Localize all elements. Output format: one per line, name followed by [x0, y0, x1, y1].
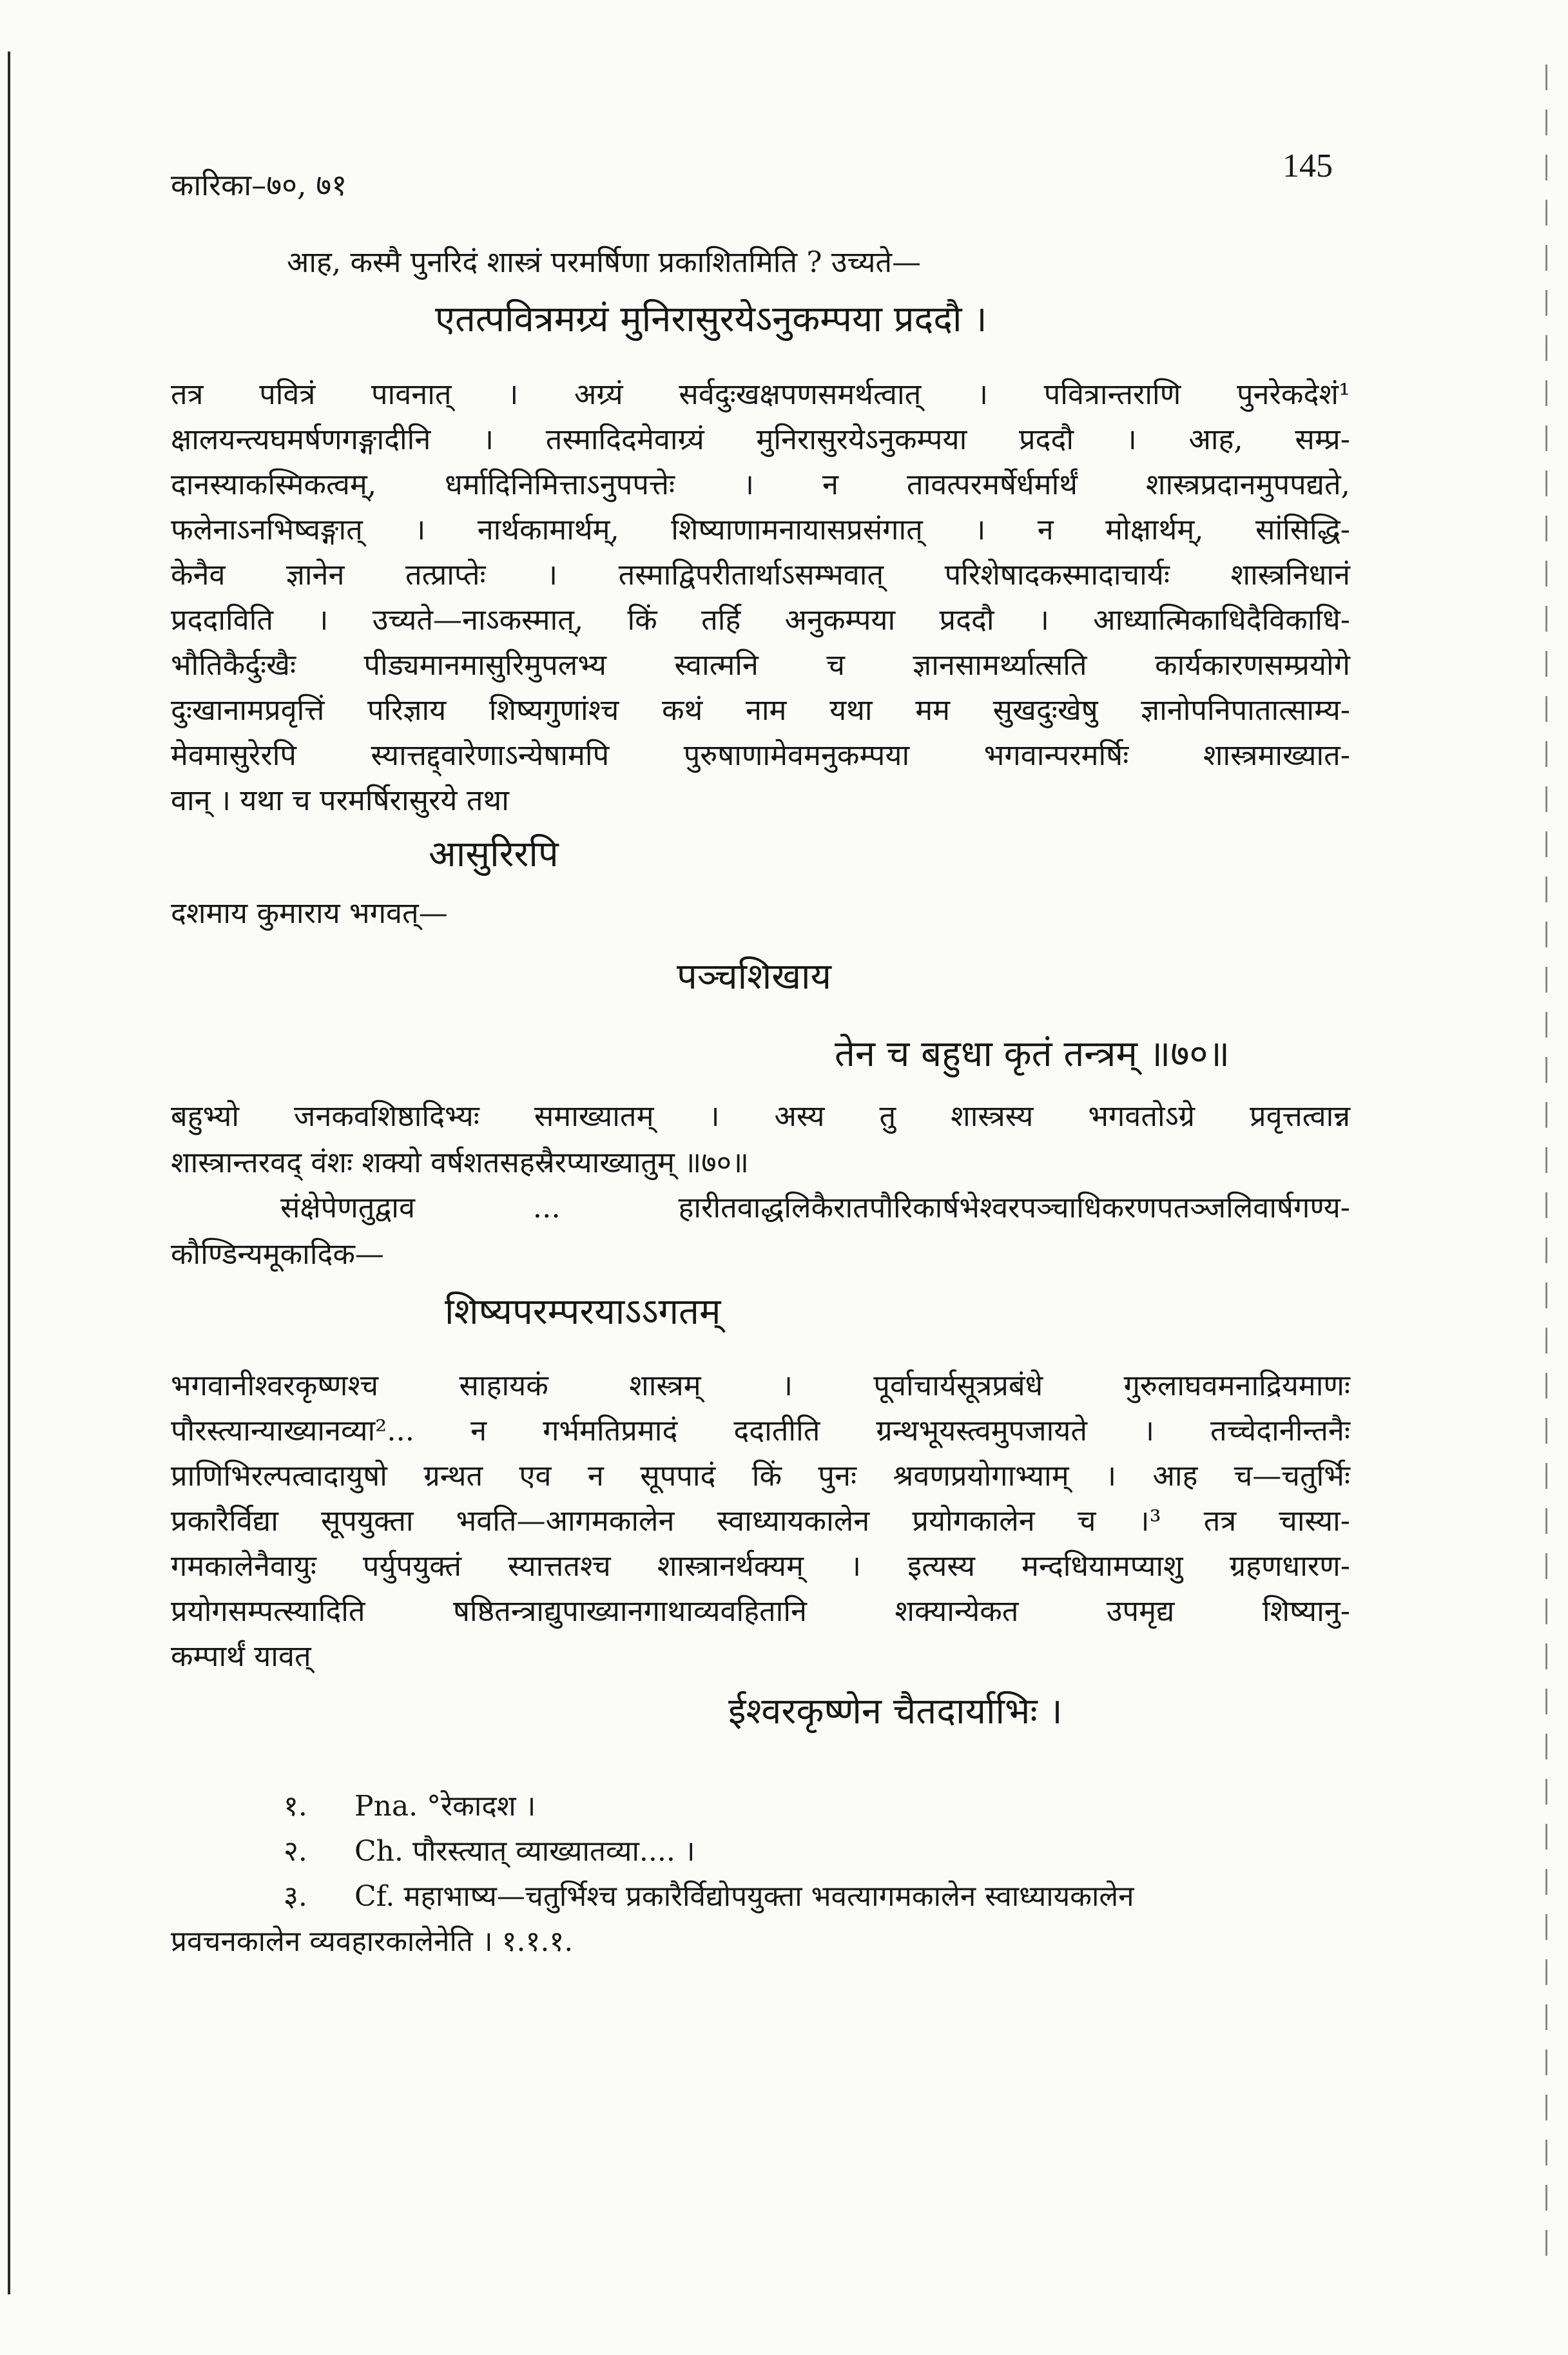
commentary-line: मेवमासुरेरपि स्यात्तद्द्वारेणाऽन्येषामपि पुरुषाणामेवमनुकम्पया भगवान्परमर्षिः शास्त्रमाख्यात- — [171, 738, 1350, 772]
karika-verse-1: एतत्पवित्रमग्र्यं मुनिरासुरयेऽनुकम्पया प्रददौ । — [435, 298, 987, 340]
commentary-line: प्राणिभिरल्पत्वादायुषो ग्रन्थत एव न सूपपादं किं पुनः श्रवणप्रयोगाभ्याम् । आह च—चतुर्भिः — [171, 1459, 1350, 1493]
commentary-line: गमकालेनैवायुः पर्युपयुक्तं स्यात्ततश्च शास्त्रानर्थक्यम् । इत्यस्य मन्दधियामप्याशु ग्रहणधारण- — [171, 1549, 1350, 1583]
commentary-line: प्रददाविति । उच्यते—नाऽकस्मात्, किं तर्हि अनुकम्पया प्रददौ । आध्यात्मिकाधिदैविकाधि- — [171, 603, 1350, 637]
commentary-line: दुःखानामप्रवृत्तिं परिज्ञाय शिष्यगुणांश्च कथं नाम यथा मम सुखदुःखेषु ज्ञानोपनिपातात्साम्य- — [171, 693, 1350, 727]
commentary-line: प्रकारैर्विद्या सूपयुक्ता भवति—आगमकालेन स्वाध्यायकालेन प्रयोगकालेन च ।³ तत्र चास्या- — [171, 1504, 1350, 1538]
karika-verse-3: पञ्चशिखाय — [677, 956, 832, 998]
footnote-number: २. — [284, 1835, 307, 1868]
commentary-line: दानस्याकस्मिकत्वम्, धर्मादिनिमित्ताऽनुपपत्तेः । न तावत्परमर्षेर्धर्मार्थं शास्त्रप्रदानमुपपद्यते, — [171, 467, 1350, 501]
footnote-number: ३. — [284, 1880, 307, 1913]
page-right-edge — [1545, 64, 1547, 2269]
commentary-line: क्षालयन्त्यघमर्षणगङ्गादीनि । तस्मादिदमेवाग्र्यं मुनिरासुरयेऽनुकम्पया प्रददौ । आह, सम्प्र- — [171, 422, 1350, 456]
footnote — [284, 1875, 1134, 1914]
page-left-edge — [8, 52, 10, 2294]
page-number: 145 — [1282, 148, 1333, 184]
karika-verse-2: आसुरिरपि — [429, 833, 559, 875]
commentary-line: फलेनाऽनभिष्वङ्गात् । नार्थकामार्थम्, शिष्याणामनायासप्रसंगात् । न मोक्षार्थम्, सांसिद्धि- — [171, 512, 1350, 547]
commentary-line: प्रयोगसम्पत्स्यादिति षष्ठितन्त्राद्युपाख्यानगाथाव्यवहितानि शक्यान्येकत उपमृद्य शिष्यानु- — [171, 1594, 1350, 1628]
karika-verse-5: शिष्यपरम्परयाऽऽगतम् — [445, 1291, 721, 1333]
commentary-line: पौरस्त्यान्याख्यानव्या²... न गर्भमतिप्रमादं ददातीति ग्रन्थभूयस्त्वमुपजायते । तच्चेदानीन्तनैः — [171, 1413, 1350, 1448]
footnote-text: Ch. पौरस्त्यात् व्याख्यातव्या.... । — [354, 1835, 695, 1868]
commentary-line: भगवानीश्वरकृष्णश्च साहायकं शास्त्रम् । पूर्वाचार्यसूत्रप्रबंधे गुरुलाघवमनाद्रियमाणः — [171, 1368, 1350, 1402]
commentary-line: भौतिकैर्दुःखैः पीड्यमानमासुरिमुपलभ्य स्वात्मनि च ज्ञानसामर्थ्यात्सति कार्यकारणसम्प्रयोगे — [171, 648, 1350, 682]
commentary-line: कौण्डिन्यमूकादिक— — [171, 1237, 384, 1271]
footnote-number: १. — [284, 1790, 307, 1823]
commentary-line: केनैव ज्ञानेन तत्प्राप्तेः । तस्माद्विपरीतार्थाऽसम्भवात् परिशेषादकस्मादाचार्यः शास्त्रनिधानं — [171, 557, 1350, 592]
commentary-line: संक्षेपेणतुद्वाव ... हारीतवाद्धलिकैरातपौरिकार्षभेश्वरपञ्चाधिकरणपतञ्जलिवार्षगण्य- — [280, 1190, 1350, 1225]
commentary-line: कम्पार्थं यावत् — [171, 1639, 311, 1673]
running-header: कारिका–७०, ७१ — [171, 168, 347, 202]
karika-verse-6: ईश्वरकृष्णेन चैतदार्याभिः । — [728, 1691, 1063, 1732]
intro-line: आह, कस्मै पुनरिदं शास्त्रं परमर्षिणा प्रकाशितमिति ? उच्यते— — [287, 245, 922, 279]
commentary-line: दशमाय कुमाराय भगवत्— — [171, 896, 448, 930]
karika-verse-4: तेन च बहुधा कृतं तन्त्रम् ॥७०॥ — [835, 1033, 1230, 1075]
commentary-line: शास्त्रान्तरवद् वंशः शक्यो वर्षशतसहस्रैरप्याख्यातुम् ॥७०॥ — [171, 1145, 749, 1179]
footnote — [284, 1830, 695, 1869]
footnote-text: Pna. °रेकादश । — [354, 1790, 536, 1823]
commentary-line: बहुभ्यो जनकवशिष्ठादिभ्यः समाख्यातम् । अस्य तु शास्त्रस्य भगवतोऽग्रे प्रवृत्तत्वान्न — [171, 1099, 1350, 1133]
footnote-continuation: प्रवचनकालेन व्यवहारकालेनेति । १.१.१. — [171, 1925, 574, 1958]
commentary-line: तत्र पवित्रं पावनात् । अग्र्यं सर्वदुःखक्षपणसमर्थत्वात् । पवित्रान्तराणि पुनरेकदेशं¹ — [171, 377, 1350, 411]
commentary-line: वान् । यथा च परमर्षिरासुरये तथा — [171, 783, 509, 817]
footnote — [284, 1785, 536, 1824]
footnote-text: Cf. महाभाष्य—चतुर्भिश्च प्रकारैर्विद्योपयुक्ता भवत्यागमकालेन स्वाध्यायकालेन — [354, 1880, 1134, 1913]
